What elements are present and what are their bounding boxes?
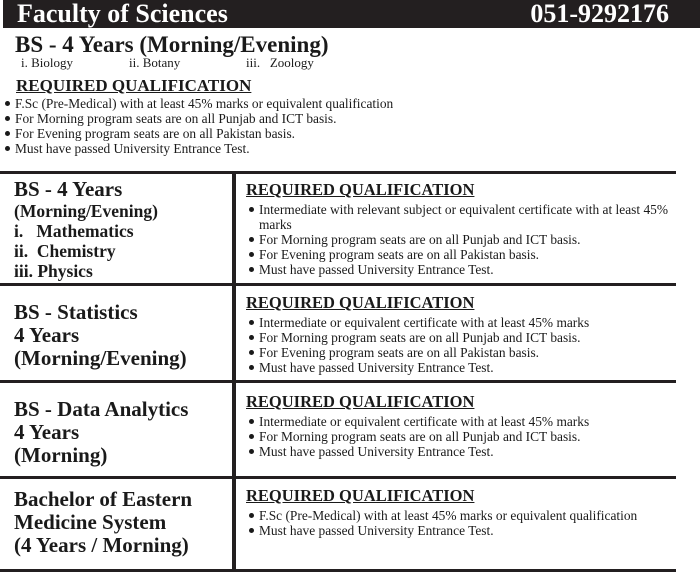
divider [0,476,676,479]
qualification-item: For Morning program seats are on all Punjab and ICT basis. [246,232,694,247]
qualification-item: Intermediate with relevant subject or equivalent certificate with at least 45% marks [246,202,694,232]
program-line: (Morning) [14,443,108,467]
program-name-data-analytics [14,398,188,467]
faculty-title: Faculty of Sciences [17,0,228,28]
phone-number: 051-9292176 [530,0,669,28]
qualification-item: Intermediate or equivalent certificate with at least 45% marks [246,414,686,429]
qualification-item: For Morning program seats are on all Punjab and ICT basis. [2,111,393,126]
qualification-item: F.Sc (Pre-Medical) with at least 45% marks or equivalent qualification [246,508,686,523]
subject-botany: ii. Botany [129,55,181,70]
program-name-eastern-medicine [14,488,192,557]
qualification-list [246,414,686,459]
qualification-item: Must have passed University Entrance Test. [2,141,393,156]
program-line: (4 Years / Morning) [14,533,189,557]
divider [0,380,676,383]
qualification-item: Must have passed University Entrance Test. [246,523,686,538]
qualification-item: For Evening program seats are on all Pakistan basis. [2,126,393,141]
program-line: ii. Chemistry [14,241,116,261]
qualification-item: For Morning program seats are on all Punjab and ICT basis. [246,330,686,345]
qualification-heading: REQUIRED QUALIFICATION [246,293,475,312]
subject-biology: i. Biology [21,55,74,70]
qualification-list [246,315,686,375]
qualification-heading: REQUIRED QUALIFICATION [246,392,475,411]
program-line: BS - 4 Years [14,177,123,201]
qualification-item: For Evening program seats are on all Pakistan basis. [246,345,686,360]
program-line: (Morning/Evening) [14,201,158,221]
qualification-block [246,392,686,459]
qualification-list [246,202,694,277]
program-line: BS - Statistics [14,300,138,324]
subject-zoology: iii. Zoology [246,55,314,70]
column-divider [232,171,236,572]
program-title: BS - 4 Years (Morning/Evening) [15,32,329,57]
divider [0,171,676,174]
program-name-statistics [14,301,187,370]
qualification-item: Must have passed University Entrance Test. [246,444,686,459]
qualification-block [246,293,686,375]
divider [0,569,676,572]
program-line: iii. Physics [14,261,93,281]
qualification-heading: REQUIRED QUALIFICATION [246,180,475,199]
qualification-item: Must have passed University Entrance Test. [246,360,686,375]
qualification-item: Must have passed University Entrance Test. [246,262,694,277]
qualification-item: Intermediate or equivalent certificate with at least 45% marks [246,315,686,330]
qualification-heading: REQUIRED QUALIFICATION [16,76,252,95]
program-line: Medicine System [14,510,167,534]
program-line: (Morning/Evening) [14,346,187,370]
divider [0,283,676,286]
program-line: 4 Years [14,323,80,347]
program-line: Bachelor of Eastern [14,487,193,511]
qualification-heading: REQUIRED QUALIFICATION [246,486,475,505]
program-name-math-chem-phys [14,178,158,281]
program-line: 4 Years [14,420,80,444]
qualification-item: For Morning program seats are on all Punjab and ICT basis. [246,429,686,444]
qualification-item: F.Sc (Pre-Medical) with at least 45% marks or equivalent qualification [2,96,393,111]
qualification-block [246,486,686,538]
qualification-item: For Evening program seats are on all Pakistan basis. [246,247,694,262]
qualification-block [246,180,694,277]
qualification-list [246,508,686,538]
program-line: i. Mathematics [14,221,134,241]
header-bar [3,0,700,28]
program-line: BS - Data Analytics [14,397,189,421]
qualification-list [2,96,393,156]
